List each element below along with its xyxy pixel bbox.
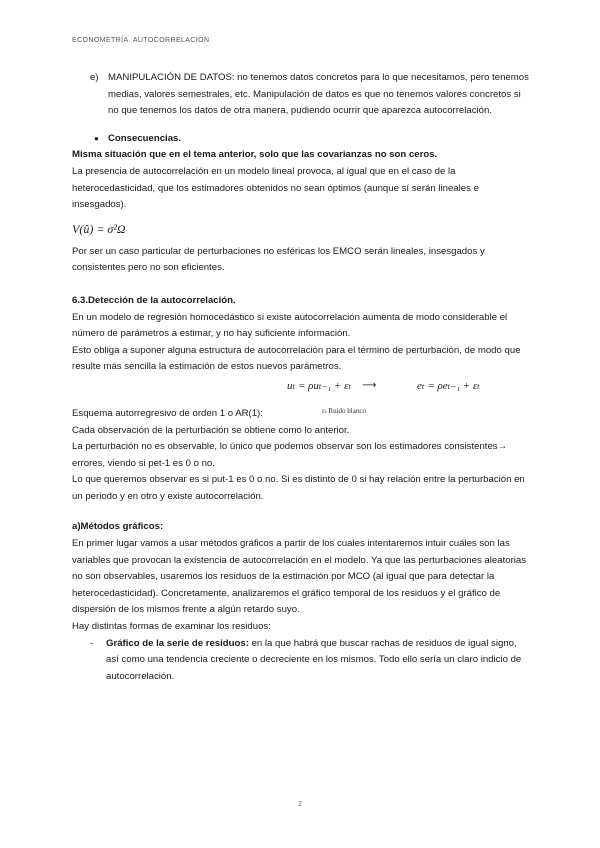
metodos-paragraph-2: Hay distintas formas de examinar los residuos: <box>72 621 271 633</box>
consecuencias-title: Consecuencias. <box>108 132 182 144</box>
ar-scheme-text: Esquema autorregresivo de orden 1 o AR(1): <box>72 407 263 419</box>
residuos-item-bold: Gráfico de la serie de residuos: <box>106 637 249 649</box>
consecuencias-heading <box>94 131 532 148</box>
page-number: 2 <box>298 801 302 808</box>
variance-formula: V(û) = σ²Ω <box>72 221 126 236</box>
ar-row <box>72 406 532 423</box>
residuos-item-body: en la que habrá que buscar rachas de residuos de igual signo, así como una tendencia creciente o decreciente en los mismos. Todo ello sería un claro indicio de autocorrelación. <box>106 637 522 682</box>
deteccion-paragraph-5: Lo que queremos observar es si put-1 es 0 o no. Si es distinto de 0 si hay relación entre la perturbación en un periodo y en otro y existe autocorrelación. <box>72 474 525 502</box>
list-item-e <box>90 70 532 120</box>
list-item-residuos <box>90 636 532 686</box>
deteccion-paragraph-4: La perturbación no es observable, lo único que podemos observar son los estimadores consistentes→ errores, viendo si pet-1 es 0 o no. <box>72 441 508 469</box>
list-marker: e) <box>90 72 99 83</box>
list-item-text: MANIPULACIÓN DE DATOS: no tenemos datos concretos para lo que necesitamos, pero tenemos medias, valores semestrales, etc. Manipulación de datos es que no tenemos valores concretos si no que tenemos los datos de otra manera, pudiendo ocurrir que aparezca autocorrelación. <box>108 72 529 117</box>
ar1-equation-e: eₜ = ρeₜ₋₁ + εₜ <box>417 379 480 392</box>
consecuencias-subtitle: Misma situación que en el tema anterior, solo que las covarianzas no son ceros. <box>72 149 438 161</box>
ruido-blanco-label: εₜ Ruido blanco <box>322 406 366 415</box>
ar1-equation-u: uₜ = ρuₜ₋₁ + εₜ <box>287 379 352 392</box>
bullet-icon: ● <box>94 133 99 143</box>
consecuencias-paragraph-1: La presencia de autocorrelación en un modelo lineal provoca, al igual que en el caso de la heterocedasticidad, que los estimadores obtenidos no sean óptimos (aunque sí serán lineales e insesgados). <box>72 165 479 211</box>
deteccion-paragraph-3: Cada observación de la perturbación se obtiene como lo anterior. <box>72 424 350 436</box>
residuos-item-text <box>106 636 532 686</box>
deteccion-paragraph-1: En un modelo de regresión homocedástico si existe autocorrelación aumenta de modo considerable el número de parámetros a estimar, y no hay suficiente información. <box>72 311 508 340</box>
page-content <box>72 70 532 685</box>
dash-marker: - <box>90 637 94 649</box>
deteccion-paragraph-2: Esto obliga a suponer alguna estructura de autocorrelación para el término de perturbación, de modo que resulte más sencilla la estimación de estos nuevos parámetros. <box>72 344 521 373</box>
metodos-paragraph-1: En primer lugar vamos a usar métodos gráficos a partir de los cuales intentaremos intuir cuáles son las variables que provocan la existencia de autocorrelación en el modelo. Ya que las perturbaciones aleatorias no son observables, usaremos los residuos de la estimación por MCO (al igual que para detectar la heterocedasticidad). Concretamente, analizaremos el gráfico temporal de los residuos y el gráfico de dispersión de los mismos frente a algún retardo suyo. <box>72 538 527 616</box>
arrow-icon: ⟶ <box>362 379 377 391</box>
deteccion-title: 6.3.Detección de la autocorrelación. <box>72 294 236 306</box>
metodos-title: a)Métodos gráficos: <box>72 521 164 533</box>
equation-row <box>72 376 532 398</box>
consecuencias-paragraph-2: Por ser un caso particular de perturbaciones no esféricas los EMCO serán lineales, insesgados y consistentes pero no son eficientes. <box>72 245 485 274</box>
running-header: ECONOMETRÍA. AUTOCORRELACIÓN <box>72 37 210 44</box>
